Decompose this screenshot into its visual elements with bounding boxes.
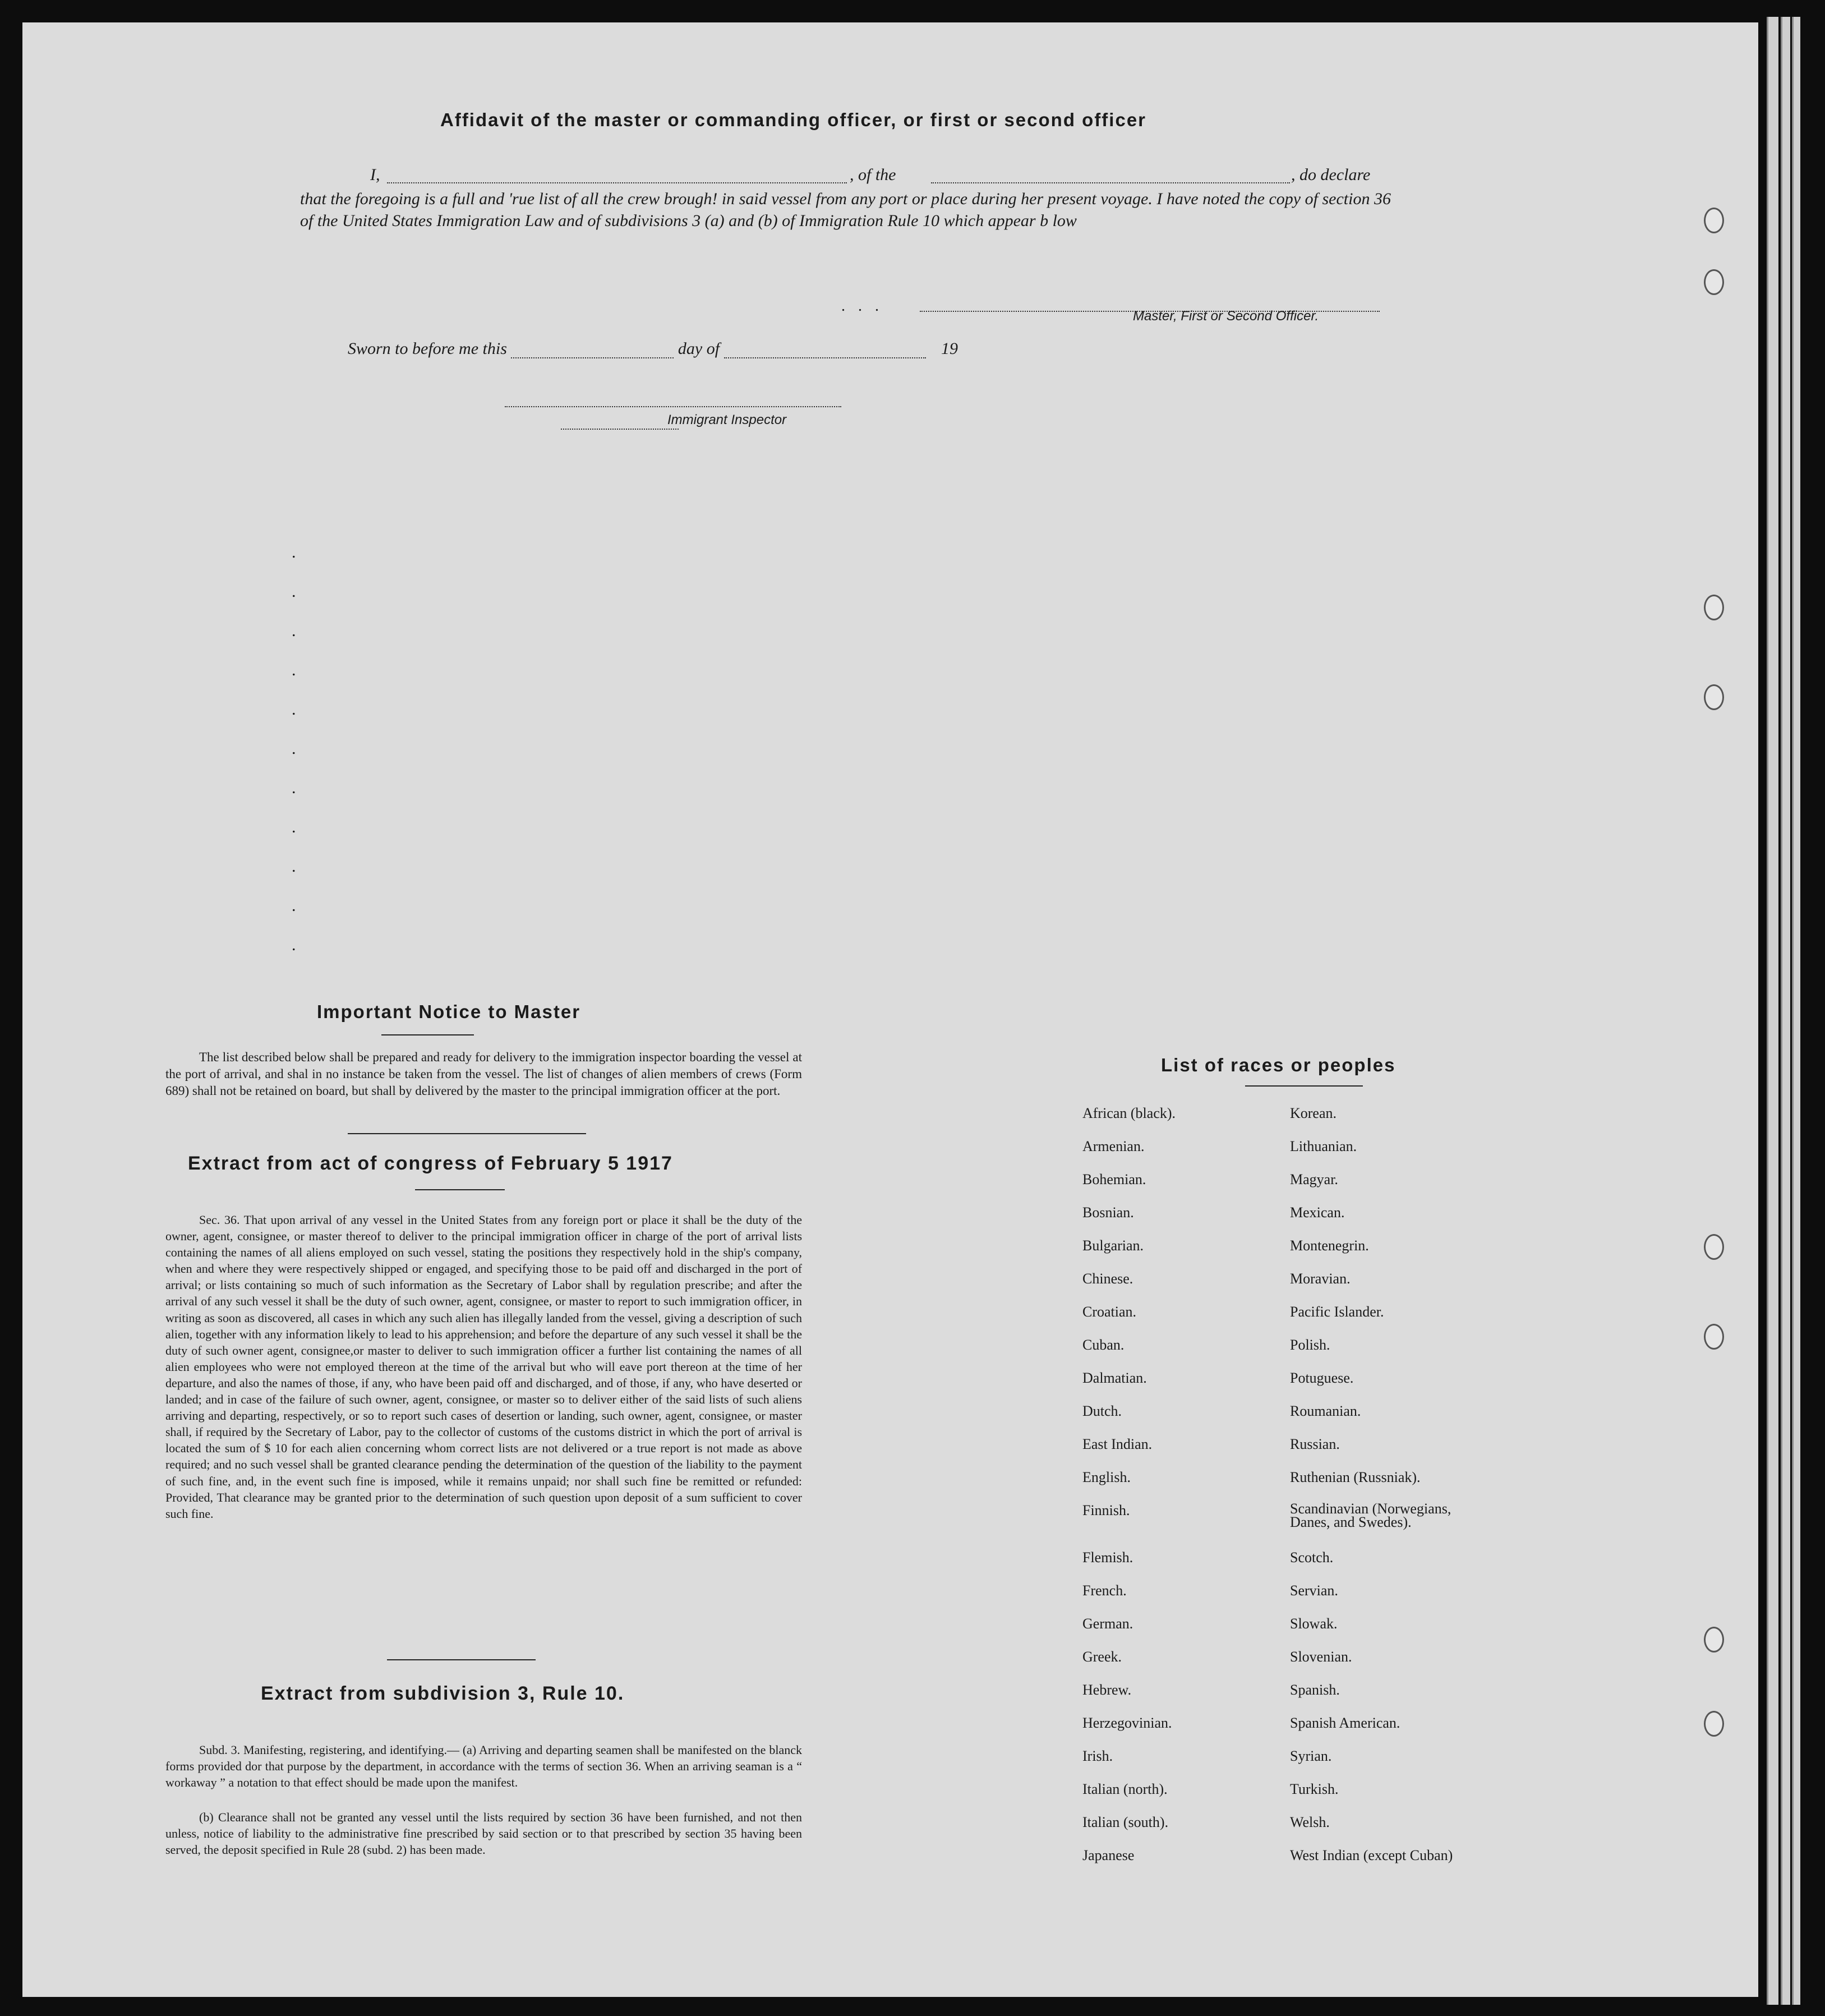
race-item: Italian (north). [1082,1781,1168,1797]
race-item: German. [1082,1615,1133,1632]
act-extract-body: Sec. 36. That upon arrival of any vessel in the United States from any foreign port or place it shall be the duty of the owner, agent, consignee, or master thereof to deliver to the principal immigration officer in charge of the port of arrival lists containing the names of all aliens employed on such vessel, stating the positions they respectively hold in the ship's company, when and where they were respectively shipped or engaged, and specifying those to be paid off and discharged in the port of arrival; or lists containing so much of such information as the Secretary of Labor shall by regulation prescribe; and after the arrival of any such vessel it shall be the duty of such owner, agent, consignee, or master to report to such immigration officer, in writing as soon as discovered, all cases in which any such alien has illegally landed from the vessel, giving a description of such alien, together with any information likely to lead to his apprehension; and before the departure of any such vessel it shall be the duty of such owner agent, consignee,or master to deliver to such immigration officer a further list containing the names of all alien employees who were not employed thereon at the time of the arrival but who will eave port thereon at the time of her departure, and also the names of those, if any, who have been paid off and discharged, and of those, if any, who have deserted or landed; and in case of the failure of such owner, agent, consignee, or master so to deliver either of the said lists of such aliens arriving and departing, respectively, or so to report such cases of desertion or landing, such owner, agent, consignee, or master shall, if required by the Secretary of Labor, pay to the collector of customs of the customs district in which the port of arrival is located the sum of $ 10 for each alien concerning whom correct lists are not delivered or a true report is not made as above required; and no such vessel shall be granted clearance pending the determination of the question of the liability to the payment of such fine, and, in the event such fine is imposed, while it remains unpaid; nor shall such fine be remitted or refunded: Provided, That clearance may be granted prior to the determination of such question upon deposit of a sum sufficient to cover such fine. [165,1213,802,1521]
races-title: List of races or peoples [1161,1055,1396,1075]
race-item: Flemish. [1082,1549,1133,1566]
page-edge [1781,17,1790,2005]
race-item: Italian (south). [1082,1814,1169,1830]
race-item: French. [1082,1582,1127,1599]
race-item: Slowak. [1290,1615,1338,1632]
affidavit-body: that the foregoing is a full and 'rue list of all the crew brough! in said vessel from any port or place during her present voyage. I have noted the copy of section 36 of the United States Immigration Law and of subdivisions 3 (a) and (b) of Immigration Rule 10 which appear b low [300,190,1391,230]
signature-label: Master, First or Second Officer. [1133,309,1319,324]
punch-hole [1704,269,1724,295]
race-item: Montenegrin. [1290,1237,1369,1254]
race-item: Syrian. [1290,1748,1332,1764]
race-item: Cuban. [1082,1337,1125,1353]
race-item: Slovenian. [1290,1649,1352,1665]
race-item: Potuguese. [1290,1370,1354,1386]
inspector-signature-blank[interactable] [505,398,841,407]
race-item: Welsh. [1290,1814,1330,1830]
affidavit-i-label: I, [370,165,380,184]
notice-title-rule [381,1034,474,1035]
affidavit-declare-label: , do declare [1291,165,1371,184]
race-item: Irish. [1082,1748,1113,1764]
race-item: Dalmatian. [1082,1370,1147,1386]
act-title-rule [415,1189,505,1190]
race-item: Greek. [1082,1649,1122,1665]
month-blank[interactable] [724,344,926,358]
page-edge [1792,17,1800,2005]
race-item: Moravian. [1290,1271,1351,1287]
race-item: East Indian. [1082,1436,1153,1452]
race-item: Russian. [1290,1436,1340,1452]
race-item: West Indian (except Cuban) [1290,1847,1453,1863]
race-item: Chinese. [1082,1271,1133,1287]
race-item: Scotch. [1290,1549,1334,1566]
race-item: Polish. [1290,1337,1330,1353]
race-item: Servian. [1290,1582,1338,1599]
race-item: Bulgarian. [1082,1237,1144,1254]
rule-extract-para-a: Subd. 3. Manifesting, registering, and identifying.— (a) Arriving and departing seamen shall be manifested on the blanck forms provided dor that purpose by the department, in accordance with the terms of section 36. When an arriving seaman is a “ workaway ” a notation to that effect should be made upon the manifest. [165,1743,802,1789]
rule-extract-title: Extract from subdivision 3, Rule 10. [261,1683,625,1704]
race-item: Herzegovinian. [1082,1715,1172,1731]
vessel-blank[interactable] [931,169,1290,183]
race-item: Ruthenian (Russniak). [1290,1469,1421,1485]
punch-hole [1704,595,1724,620]
race-item: Magyar. [1290,1171,1338,1187]
race-item: Japanese [1082,1847,1135,1863]
race-item: Spanish American. [1290,1715,1400,1731]
punch-hole [1704,1234,1724,1260]
race-item: Pacific Islander. [1290,1304,1384,1320]
race-item: Armenian. [1082,1138,1145,1154]
inspector-label: Immigrant Inspector [667,412,787,427]
sworn-day-label: day of [678,339,720,358]
race-item: Dutch. [1082,1403,1122,1419]
notice-title: Important Notice to Master [317,1001,581,1022]
race-item: Scandinavian (Norwegians, Danes, and Swedes). [1290,1501,1451,1530]
rule-extract-para-b: (b) Clearance shall not be granted any vessel until the lists required by section 36 have been furnished, and not then unless, notice of liability to the administrative fine prescribed by said section or to that prescribed by section 35 having been served, the deposit specified in Rule 28 (subd. 2) has been made. [165,1810,802,1857]
punch-hole [1704,208,1724,233]
race-item: Turkish. [1290,1781,1339,1797]
punch-hole [1704,1711,1724,1737]
race-item: Lithuanian. [1290,1138,1357,1154]
race-item: Korean. [1290,1105,1337,1121]
race-item: Finnish. [1082,1502,1130,1518]
punch-hole [1704,684,1724,710]
race-item: Roumanian. [1290,1403,1361,1419]
race-item: Mexican. [1290,1204,1345,1221]
race-item: Hebrew. [1082,1682,1132,1698]
signature-marks: . . . [841,297,883,315]
sworn-year-label: 19 [941,339,958,358]
punch-hole [1704,1324,1724,1350]
race-item: African (black). [1082,1105,1176,1121]
races-title-rule [1245,1085,1363,1087]
day-blank[interactable] [511,344,674,358]
notice-body: The list described below shall be prepared and ready for delivery to the immigration inspector boarding the vessel at the port of arrival, and shal in no instance be taken from the vessel. The list of changes of alien members of crews (Form 689) shall not be retained on board, but shall by delivered by the master to the principal immigration officer at the port. [165,1050,802,1098]
race-item: English. [1082,1469,1131,1485]
name-blank[interactable] [387,169,847,183]
margin-dots: . . . . . . . . . . . [292,543,296,954]
inspector-blank-short[interactable] [561,421,679,430]
race-item: Bosnian. [1082,1204,1134,1221]
act-extract-title: Extract from act of congress of February 5 1917 [188,1153,673,1174]
sworn-line [348,339,958,358]
race-item: Croatian. [1082,1304,1137,1320]
document-page [22,22,1758,1997]
sworn-prefix: Sworn to before me this [348,339,507,358]
race-item: Spanish. [1290,1682,1340,1698]
affidavit-title: Affidavit of the master or commanding officer, or first or second officer [440,109,1147,130]
punch-hole [1704,1627,1724,1653]
page-edge [1767,17,1778,2005]
divider-rule [387,1659,536,1660]
divider-rule [348,1133,586,1134]
race-item: Bohemian. [1082,1171,1146,1187]
affidavit-of-label: , of the [850,165,896,184]
